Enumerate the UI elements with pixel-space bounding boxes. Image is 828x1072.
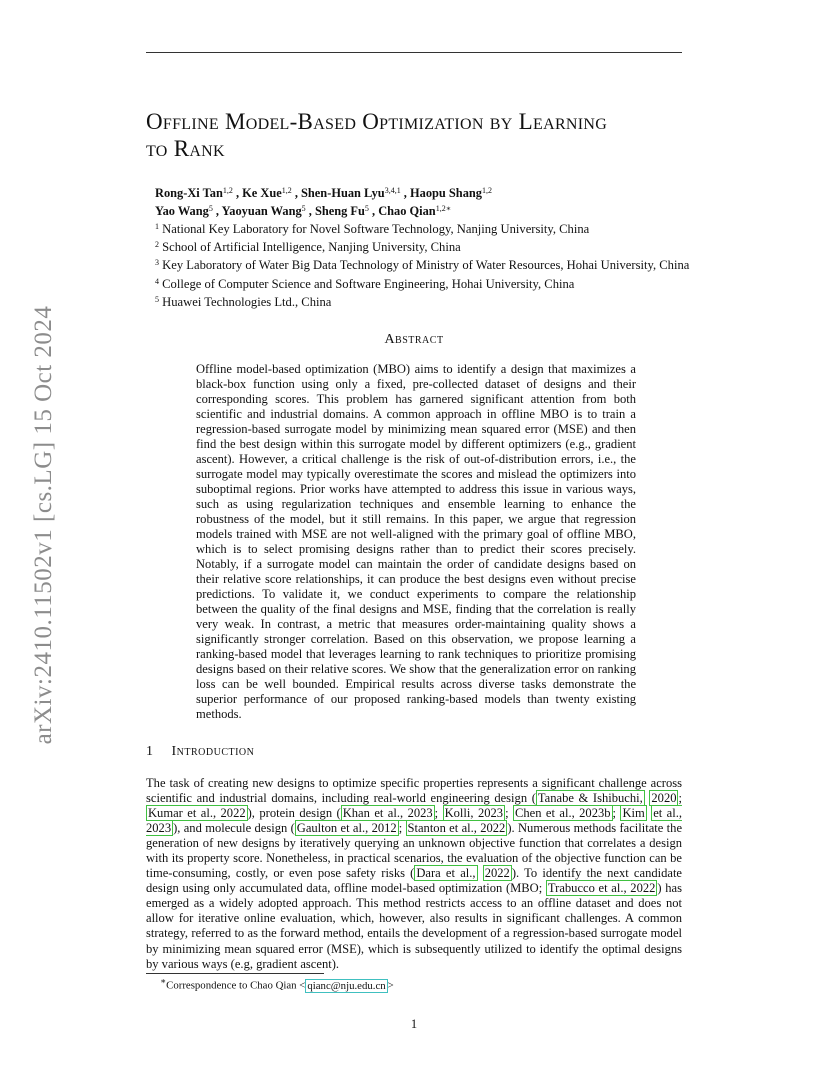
affiliation-item bbox=[155, 274, 755, 292]
intro-text: ), protein design ( bbox=[247, 806, 341, 821]
author-name: Shen-Huan Lyu bbox=[301, 186, 385, 200]
author-name: Rong-Xi Tan bbox=[155, 186, 223, 200]
introduction-text bbox=[146, 776, 682, 972]
citation-link[interactable]: Khan et al., 2023 bbox=[342, 806, 433, 821]
affiliations bbox=[155, 219, 755, 310]
author-affiliation-mark: 3,4,1 bbox=[384, 186, 401, 195]
author-name: Yao Wang bbox=[155, 204, 209, 218]
citation-link[interactable]: Kim bbox=[622, 806, 645, 821]
affiliation-text: School of Artificial Intelligence, Nanjing University, China bbox=[162, 240, 461, 255]
abstract-line: than to predict their scores precisely. Notably, if a surrogate model can maintain bbox=[196, 542, 637, 572]
section-heading bbox=[146, 744, 254, 760]
affiliation-item bbox=[155, 219, 755, 237]
page-number: 1 bbox=[410, 1017, 418, 1031]
citation-link[interactable]: et al., 2023 bbox=[146, 806, 683, 836]
footnote-rule bbox=[146, 973, 324, 974]
author-affiliation-mark: 1,2∗ bbox=[435, 204, 452, 213]
abstract-line: Offline model-based optimization (MBO) aims to identify a design that maximizes bbox=[196, 362, 626, 376]
intro-text: facilitate the generation of new designs by iteratively querying an unknown objective function bbox=[146, 821, 683, 851]
section-number: 1 bbox=[146, 744, 154, 759]
abstract-line: this issue in various ways, such as using regularization techniques and ensemble bbox=[196, 482, 637, 512]
intro-text: The task of creating new designs to optimize specific properties represents a significant challenge bbox=[146, 776, 647, 790]
abstract-line: performance of our proposed ranking-based models than twenty existing methods. bbox=[196, 692, 636, 722]
author-name: Yaoyuan Wang bbox=[221, 204, 302, 218]
intro-text: ; bbox=[612, 806, 621, 821]
citation-link[interactable]: Kumar et al., 2022 bbox=[148, 806, 246, 821]
abstract-heading: Abstract bbox=[384, 332, 444, 347]
abstract-line: gradient ascent). However, a critical challenge is the risk of out-of-distribution bbox=[196, 437, 637, 467]
abstract-line: designs and MSE, finding that the correlation is really very weak. In contrast, bbox=[196, 602, 636, 632]
intro-text: which is subsequently utilized to identify the optimal designs by various ways (e.g, gradient ascent). bbox=[146, 941, 683, 971]
affiliation-item bbox=[155, 255, 755, 273]
abstract-line: learning to enhance the robustness of the model, but it still remains. In this bbox=[196, 497, 636, 527]
author-affiliation-mark: 5 bbox=[208, 204, 213, 213]
abstract-line: the order of candidate designs based on their relative score relationships, it can bbox=[196, 557, 636, 587]
author-name: Haopu Shang bbox=[410, 186, 482, 200]
affiliation-number: 1 bbox=[155, 222, 159, 231]
intro-text: ), and molecule design ( bbox=[173, 821, 295, 836]
intro-text: ). Numerous methods bbox=[507, 821, 617, 836]
affiliation-text: Huawei Technologies Ltd., China bbox=[162, 294, 332, 309]
abstract-line: a metric that measures order-maintaining quality shows a significantly stronger bbox=[196, 617, 637, 647]
citation-link[interactable]: Gaulton et al., 2012 bbox=[296, 821, 397, 836]
affiliation-number: 4 bbox=[155, 276, 159, 286]
abstract-line: on their relative scores. We show that the generalization error on ranking loss can bbox=[196, 662, 636, 692]
intro-text: of the objective function can be time-consuming, costly, or even pose safety risks ( bbox=[146, 851, 682, 881]
affiliation-item bbox=[155, 292, 755, 310]
section-title: Introduction bbox=[171, 744, 255, 759]
affiliation-number: 2 bbox=[155, 240, 159, 250]
citation-link[interactable]: Stanton et al., 2022 bbox=[407, 821, 506, 836]
author-name: Sheng Fu bbox=[314, 204, 365, 218]
author-affiliation-mark: 1,2 bbox=[481, 186, 492, 195]
author-affiliation-mark: 1,2 bbox=[281, 186, 292, 195]
abstract-line: be well bounded. Empirical results across diverse tasks demonstrate the superior bbox=[196, 677, 637, 707]
abstract-line: scientific and industrial domains. A common approach in offline MBO is to train a bbox=[196, 407, 636, 422]
abstract-text bbox=[196, 362, 636, 722]
affiliation-text: National Key Laboratory for Novel Software Technology, Nanjing University, China bbox=[162, 222, 590, 236]
footnote: ∗Correspondence to Chao Qian < qianc@nju.edu.cn > bbox=[160, 976, 394, 992]
citation-link[interactable]: 2020 bbox=[651, 791, 677, 806]
footnote-text: Correspondence to Chao Qian bbox=[166, 979, 300, 992]
top-rule bbox=[146, 52, 682, 53]
affiliation-number: 3 bbox=[155, 258, 159, 268]
abstract-line: errors, i.e., the surrogate model may typically overestimate the scores and mislead bbox=[196, 452, 636, 482]
intro-text: ; bbox=[398, 821, 406, 836]
abstract-line: regression-based surrogate model by minimizing mean squared error (MSE) and bbox=[196, 422, 611, 437]
abstract-line: paper, we argue that regression models trained with MSE are not well-aligned bbox=[196, 512, 637, 542]
author-name: Ke Xue bbox=[242, 186, 282, 200]
intro-text: that correlates a design with its property score. Nonetheless, in practical scenarios, the evaluation bbox=[146, 836, 682, 866]
affiliation-number: 5 bbox=[155, 294, 159, 304]
intro-text: optimization (MBO; bbox=[438, 881, 546, 896]
citation-link[interactable]: 2022 bbox=[484, 866, 510, 881]
title-line-2: to Rank bbox=[146, 136, 225, 161]
abstract-line: then find the best design within this surrogate model by different optimizers (e.g., bbox=[196, 422, 636, 452]
citation-link[interactable]: Chen et al., 2023b bbox=[514, 806, 611, 821]
affiliation-item bbox=[155, 237, 755, 255]
footnote-mark: ∗ bbox=[160, 976, 167, 986]
intro-text: also results in significant challenges. A common strategy, referred to as the forward method, entails bbox=[146, 911, 682, 941]
citation-link[interactable]: Tanabe & Ishibuchi, bbox=[537, 791, 643, 806]
citation-link[interactable]: Dara et al., bbox=[416, 866, 476, 881]
citation-link[interactable]: Kolli, 2023 bbox=[444, 806, 504, 821]
abstract-line: that leverages learning to rank techniques to prioritize promising designs based bbox=[196, 647, 636, 677]
abstract-line: the optimizers into suboptimal regions. Prior works have attempted to address bbox=[196, 467, 636, 497]
abstract-line: a black-box function using only a fixed, pre-collected dataset of designs and their bbox=[196, 362, 636, 392]
intro-text: across scientific and industrial domains, including real-world engineering design ( bbox=[146, 776, 683, 806]
email-link[interactable]: qianc@nju.edu.cn bbox=[307, 979, 386, 992]
arxiv-identifier: arXiv:2410.11502v1 [cs.LG] 15 Oct 2024 bbox=[30, 305, 57, 745]
author-block bbox=[155, 183, 755, 310]
abstract-line: conduct experiments to compare the relationship between the quality of the final bbox=[196, 587, 636, 617]
intro-text: ; bbox=[434, 806, 443, 821]
author-affiliation-mark: 5 bbox=[301, 204, 306, 213]
abstract-line: corresponding scores. This problem has garnered significant attention from both bbox=[196, 392, 636, 407]
intro-text: ; bbox=[678, 791, 682, 806]
abstract-line: correlation. Based on this observation, we propose learning a ranking-based model bbox=[196, 632, 636, 662]
intro-text: ; bbox=[505, 806, 513, 821]
intro-text: restricts access to an offline dataset and does not allow for iterative online evaluation, which, however, bbox=[146, 896, 682, 926]
abstract-line: produce the best designs even without precise predictions. To validate it, we bbox=[196, 572, 636, 602]
intro-text: ) has emerged as a widely adopted approach. This method bbox=[146, 881, 683, 911]
author-name: Chao Qian bbox=[378, 204, 436, 218]
intro-text: the development of a regression-based surrogate model by minimizing mean squared error (MSE), bbox=[146, 926, 682, 956]
abstract-line: with the primary goal of offline MBO, which is to select promising designs rather bbox=[196, 527, 636, 557]
author-affiliation-mark: 1,2 bbox=[222, 186, 233, 195]
paper-title bbox=[146, 108, 706, 162]
author-affiliation-mark: 5 bbox=[364, 204, 369, 213]
author-line-2: Yao Wang$^5$ , Yaoyuan Wang$^5$ , Sheng Fu$^5$ , Chao Qian$^{1,2∗}$ bbox=[155, 204, 452, 218]
affiliation-text: College of Computer Science and Software Engineering, Hohai University, China bbox=[162, 276, 575, 291]
title-line-1: Offline Model-Based Optimization by Learning bbox=[146, 109, 608, 134]
citation-link[interactable]: Trabucco et al., 2022 bbox=[547, 881, 656, 896]
intro-text: ). To identify the next candidate design using only accumulated data, offline model-based bbox=[146, 866, 683, 896]
author-line-1: Rong-Xi Tan$^{1,2}$ , Ke Xue$^{1,2}$ , Shen-Huan Lyu$^{3,4,1}$ , Haopu Shang$^{1,2}$ bbox=[155, 186, 492, 200]
affiliation-text: Key Laboratory of Water Big Data Technology of Ministry of Water Resources, Hohai University, China bbox=[162, 258, 690, 273]
